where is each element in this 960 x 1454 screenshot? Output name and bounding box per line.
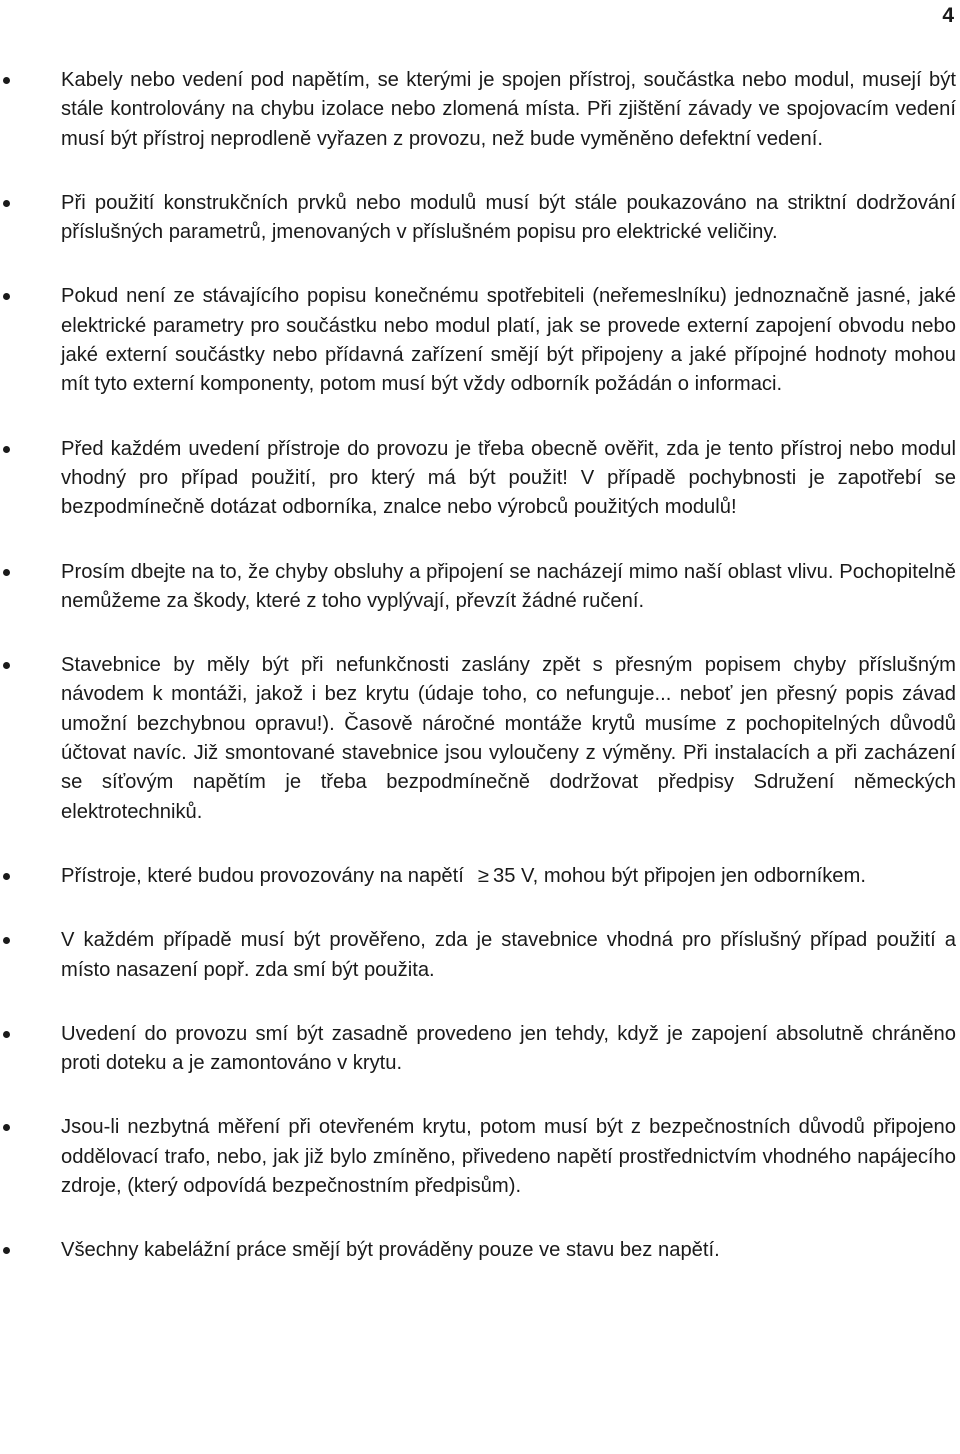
list-item: [0, 66, 960, 154]
bullet-icon: [3, 569, 10, 576]
voltage-text-before: Přístroje, které budou provozovány na napětí: [61, 864, 464, 887]
bullet-icon: [3, 1124, 10, 1131]
list-item: [0, 862, 960, 891]
bullet-icon: [3, 446, 10, 453]
greater-equal-symbol: ≥: [477, 864, 489, 887]
list-item: [0, 282, 960, 399]
list-item: [0, 1020, 960, 1079]
page-number: 4: [942, 4, 954, 27]
bullet-icon: [3, 77, 10, 84]
bullet-icon: [3, 200, 10, 207]
list-item-text: Všechny kabelážní práce smějí být prováděny pouze ve stavu bez napětí.: [61, 1239, 720, 1262]
list-item: [0, 1236, 960, 1265]
list-item-text: Stavebnice by měly být při nefunkčnosti zaslány zpět s přesným popisem chyby příslušným návodem k montáži, jakož i bez krytu (údaje toho, co nefunguje... neboť jen přesný popis závad umožní bezchybnou opravu!). Časově náročné montáže krytů musíme z pochopitelných důvodů účtovat navíc. Již smontované stavebnice jsou vyloučeny z výměny. Při instalacích a při zacházení se síťovým napětím je třeba bezpodmínečně dodržovat předpisy Sdružení německých elektrotechniků.: [61, 654, 956, 823]
list-item-text: Jsou-li nezbytná měření při otevřeném krytu, potom musí být z bezpečnostních důvodů připojeno oddělovací trafo, nebo, jak již bylo zmíněno, přivedeno napětí prostřednictvím vhodného napájecího zdroje, (který odpovídá bezpečnostním předpisům).: [61, 1116, 956, 1198]
list-item-text: Před každém uvedení přístroje do provozu je třeba obecně ověřit, zda je tento přístroj nebo modul vhodný pro případ použití, pro který má být použit! V případě pochybnosti je zapotřebí se bezpodmínečně dotázat odborníka, znalce nebo výrobců použitých modulů!: [61, 437, 956, 519]
list-item-text: V každém případě musí být prověřeno, zda je stavebnice vhodná pro příslušný případ použití a místo nasazení popř. zda smí být použita.: [61, 929, 956, 981]
bullet-icon: [3, 1247, 10, 1254]
list-item: [0, 558, 960, 617]
list-item: [0, 926, 960, 985]
bullet-icon: [3, 662, 10, 669]
list-item-text: Při použití konstrukčních prvků nebo modulů musí být stále poukazováno na striktní dodržování příslušných parametrů, jmenovaných v příslušném popisu pro elektrické veličiny.: [61, 191, 956, 244]
list-item-text: Prosím dbejte na to, že chyby obsluhy a připojení se nacházejí mimo naší oblast vlivu. Pochopitelně nemůžeme za škody, které z toho vyplývají, převzít žádné ručení.: [61, 560, 956, 612]
list-item-text: Kabely nebo vedení pod napětím, se kterými je spojen přístroj, součástka nebo modul, musejí být stále kontrolovány na chybu izolace nebo zlomená místa. Při zjištění závady ve spojovacím vedení musí být přístroj neprodleně vyřazen z provozu, než bude vyměněno defektní vedení.: [61, 69, 956, 150]
list-item-text: Pokud není ze stávajícího popisu konečnému spotřebiteli (neřemeslníku) jednoznačně jasné, jaké elektrické parametry pro součástku nebo modul platí, jak se provede externí zapojení obvodu nebo jaké externí součástky nebo přídavná zařízení smějí být připojeny a jaké přípojné hodnoty mohou mít tyto externí komponenty, potom musí být vždy odborník požádán o informaci.: [61, 285, 956, 396]
bullet-icon: [3, 937, 10, 944]
list-item: [0, 1113, 960, 1201]
bullet-icon: [3, 293, 10, 300]
bullet-icon: [3, 873, 10, 880]
list-item: [0, 189, 960, 248]
bullet-icon: [3, 1031, 10, 1038]
list-item-text: Uvedení do provozu smí být zasadně provedeno jen tehdy, když je zapojení absolutně chráněno proti doteku a je zamontováno v krytu.: [61, 1022, 956, 1075]
list-item-text: [61, 862, 956, 891]
bullet-list: [0, 66, 960, 1301]
voltage-text-after: 35 V, mohou být připojen jen odborníkem.: [492, 864, 866, 887]
list-item: [0, 435, 960, 523]
list-item: [0, 651, 960, 827]
